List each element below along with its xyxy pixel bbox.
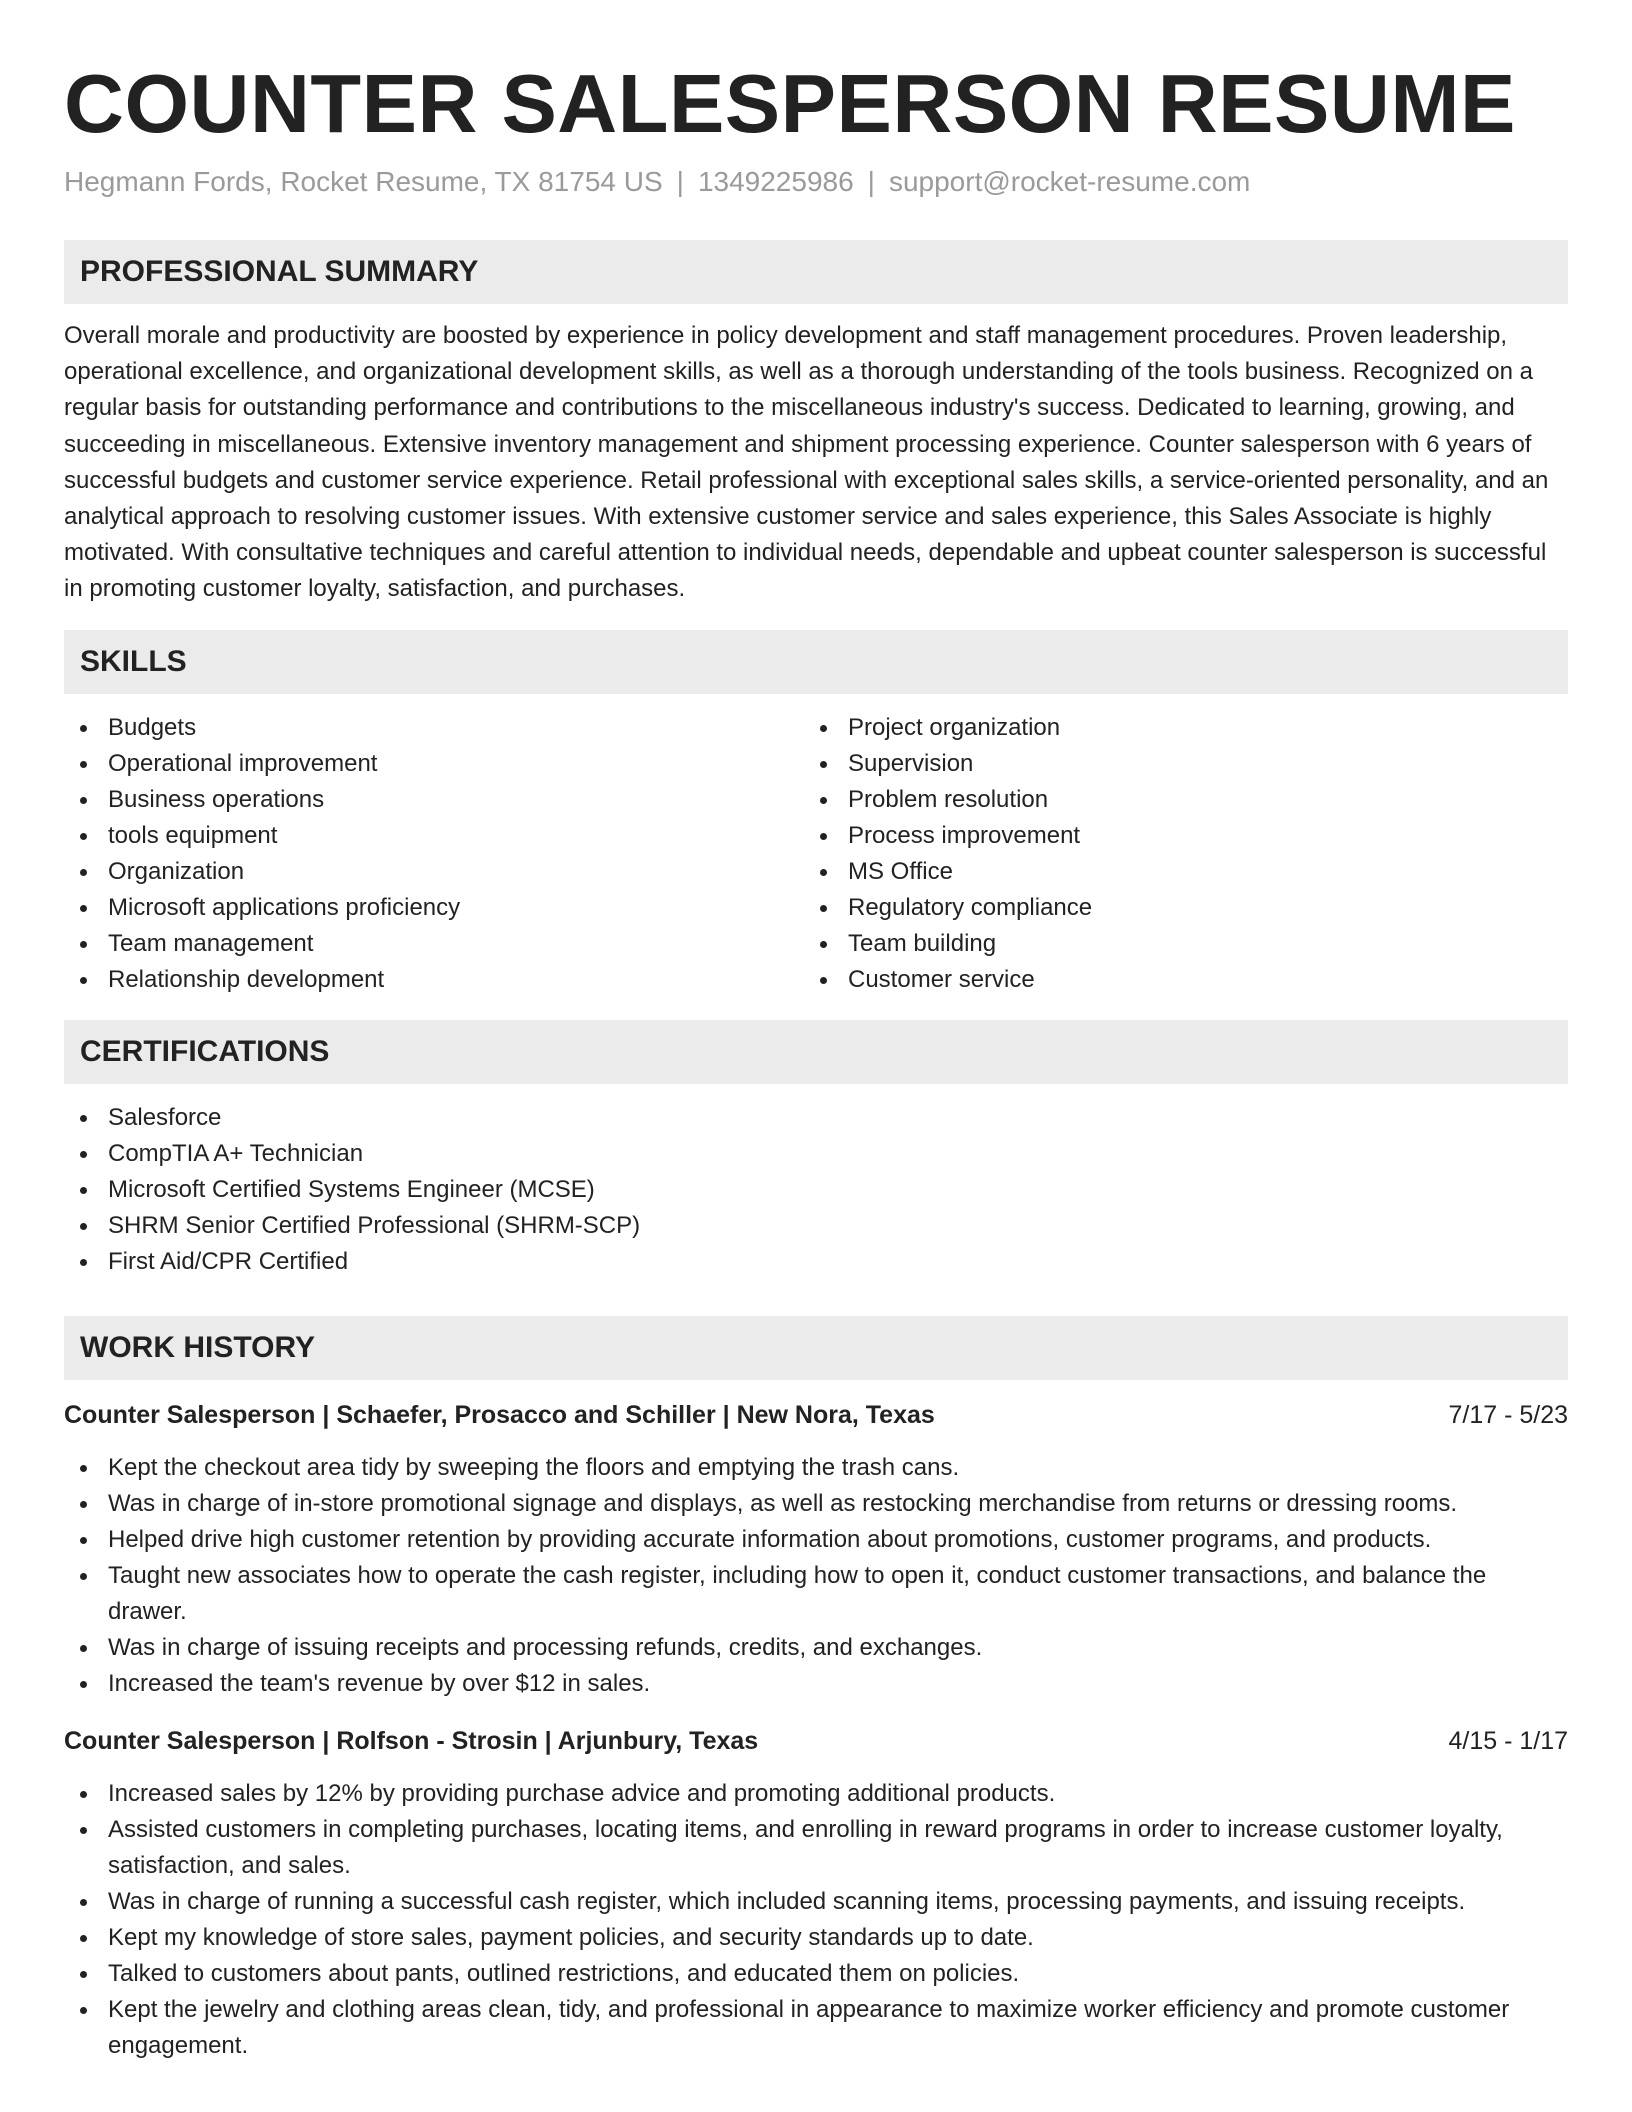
skill-item: Customer service (804, 962, 1544, 998)
job-bullet: Was in charge of in-store promotional signage and displays, as well as restocking merchandise from returns or dressing rooms. (64, 1486, 1568, 1522)
skill-item: Team management (64, 926, 804, 962)
contact-phone: 1349225986 (697, 166, 854, 197)
contact-address: Hegmann Fords, Rocket Resume, TX 81754 US (64, 166, 663, 197)
job-bullet: Assisted customers in completing purchases, locating items, and enrolling in reward programs in order to increase customer loyalty, satisfaction, and sales. (64, 1812, 1568, 1884)
skill-item: Process improvement (804, 818, 1544, 854)
skill-item: Organization (64, 854, 804, 890)
certification-item: Microsoft Certified Systems Engineer (MCSE) (64, 1172, 1568, 1208)
job-bullet: Taught new associates how to operate the cash register, including how to open it, conduct customer transactions, and balance the drawer. (64, 1558, 1568, 1630)
resume-page (64, 0, 1568, 2064)
contact-separator: | (867, 166, 875, 197)
summary-heading: PROFESSIONAL SUMMARY (64, 240, 1568, 304)
job-bullet: Helped drive high customer retention by providing accurate information about promotions, customer programs, and products. (64, 1522, 1568, 1558)
summary-text: Overall morale and productivity are boosted by experience in policy development and staff management procedures. Proven leadership, operational excellence, and organizational development skills, as well as a thorough understanding of the tools business. Recognized on a regular basis for outstanding performance and contributions to the miscellaneous industry's success. Dedicated to learning, growing, and succeeding in miscellaneous. Extensive inventory management and shipment processing experience. Counter salesperson with 6 years of successful budgets and customer service experience. Retail professional with exceptional sales skills, a service-oriented personality, and an analytical approach to resolving customer issues. With extensive customer service and sales experience, this Sales Associate is highly motivated. With consultative techniques and careful attention to individual needs, dependable and upbeat counter salesperson is successful in promoting customer loyalty, satisfaction, and purchases. (64, 322, 1549, 603)
job-header (64, 1724, 1568, 1758)
skills-list-left (64, 710, 804, 998)
job-bullet: Kept the checkout area tidy by sweeping the floors and emptying the trash cans. (64, 1450, 1568, 1486)
certifications-list (64, 1100, 1568, 1280)
contact-email: support@rocket-resume.com (888, 166, 1251, 197)
skill-item: MS Office (804, 854, 1544, 890)
skills-heading: SKILLS (64, 630, 1568, 694)
certification-item: CompTIA A+ Technician (64, 1136, 1568, 1172)
job-title: Counter Salesperson | Schaefer, Prosacco and Schiller | New Nora, Texas (64, 1400, 935, 1429)
job-bullet: Talked to customers about pants, outlined restrictions, and educated them on policies. (64, 1956, 1568, 1992)
certification-item: Salesforce (64, 1100, 1568, 1136)
skill-item: Project organization (804, 710, 1544, 746)
certification-item: First Aid/CPR Certified (64, 1244, 1568, 1280)
certification-item: SHRM Senior Certified Professional (SHRM-SCP) (64, 1208, 1568, 1244)
contact-line (64, 164, 1568, 200)
skill-item: tools equipment (64, 818, 804, 854)
skill-item: Microsoft applications proficiency (64, 890, 804, 926)
skills-list-right (804, 710, 1544, 998)
job-bullet: Kept my knowledge of store sales, payment policies, and security standards up to date. (64, 1920, 1568, 1956)
job-dates: 7/17 - 5/23 (1448, 1400, 1568, 1429)
job-header (64, 1398, 1568, 1432)
job-bullet: Kept the jewelry and clothing areas clean, tidy, and professional in appearance to maximize worker efficiency and promote customer engagement. (64, 1992, 1568, 2064)
skill-item: Team building (804, 926, 1544, 962)
skill-item: Supervision (804, 746, 1544, 782)
job-bullet: Increased the team's revenue by over $12 in sales. (64, 1666, 1568, 1702)
contact-separator: | (676, 166, 684, 197)
skill-item: Business operations (64, 782, 804, 818)
job-entry (64, 1398, 1568, 1702)
job-bullets (64, 1776, 1568, 2064)
certifications-heading: CERTIFICATIONS (64, 1020, 1568, 1084)
skill-item: Relationship development (64, 962, 804, 998)
job-bullet: Was in charge of running a successful cash register, which included scanning items, processing payments, and issuing receipts. (64, 1884, 1568, 1920)
skill-item: Regulatory compliance (804, 890, 1544, 926)
work-history-heading: WORK HISTORY (64, 1316, 1568, 1380)
skill-item: Budgets (64, 710, 804, 746)
job-title: Counter Salesperson | Rolfson - Strosin | Arjunbury, Texas (64, 1726, 759, 1755)
job-entry (64, 1724, 1568, 2064)
skill-item: Problem resolution (804, 782, 1544, 818)
skills-columns (64, 710, 1568, 998)
resume-title: COUNTER SALESPERSON RESUME (64, 57, 1516, 150)
job-bullet: Increased sales by 12% by providing purchase advice and promoting additional products. (64, 1776, 1568, 1812)
job-bullet: Was in charge of issuing receipts and processing refunds, credits, and exchanges. (64, 1630, 1568, 1666)
job-bullets (64, 1450, 1568, 1702)
skill-item: Operational improvement (64, 746, 804, 782)
job-dates: 4/15 - 1/17 (1448, 1726, 1568, 1755)
